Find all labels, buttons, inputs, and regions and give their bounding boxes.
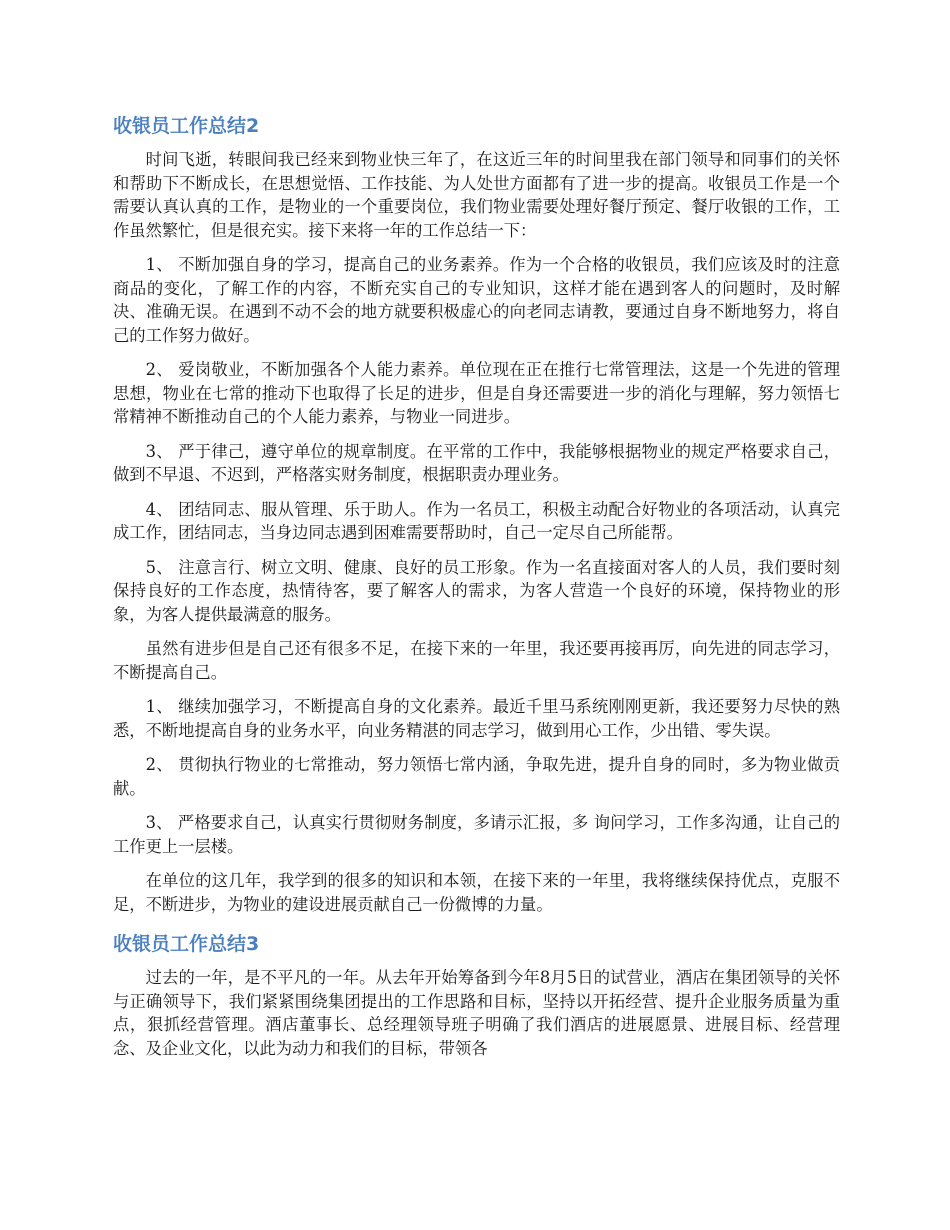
paragraph: 1、 不断加强自身的学习，提高自己的业务素养。作为一个合格的收银员，我们应该及时的注意商品的变化，了解工作的内容，不断充实自己的专业知识，这样才能在遇到客人的问题时，及时解决、准确无误。在遇到不动不会的地方就要积极虚心的向老同志请教，要通过自身不断地努力，将自己的工作努力做好。 — [113, 255, 840, 345]
paragraph: 5、 注意言行、树立文明、健康、良好的员工形象。作为一名直接面对客人的人员，我们要时刻保持良好的工作态度，热情待客，要了解客人的需求，为客人营造一个良好的环境，保持物业的形象，为客人提供最满意的服务。 — [113, 557, 840, 624]
paragraph: 在单位的这几年，我学到的很多的知识和本领，在接下来的一年里，我将继续保持优点，克服不足，不断进步，为物业的建设进展贡献自己一份微博的力量。 — [113, 871, 840, 914]
paragraph: 3、 严于律己，遵守单位的规章制度。在平常的工作中，我能够根据物业的规定严格要求自己，做到不早退、不迟到，严格落实财务制度，根据职责办理业务。 — [113, 441, 840, 484]
paragraph: 3、 严格要求自己，认真实行贯彻财务制度，多请示汇报，多 询问学习，工作多沟通，让自己的工作更上一层楼。 — [113, 813, 840, 856]
paragraph: 1、 继续加强学习，不断提高自身的文化素养。最近千里马系统刚刚更新，我还要努力尽快的熟悉，不断地提高自身的业务水平，向业务精湛的同志学习，做到用心工作，少出错、零失误。 — [113, 697, 840, 740]
paragraph: 2、 爱岗敬业，不断加强各个人能力素养。单位现在正在推行七常管理法，这是一个先进的管理思想，物业在七常的推动下也取得了长足的进步，但是自身还需要进一步的消化与理解，努力领悟七常精神不断推动自己的个人能力素养，与物业一同进步。 — [113, 360, 840, 426]
paragraph: 虽然有进步但是自己还有很多不足，在接下来的一年里，我还要再接再厉，向先进的同志学习，不断提高自己。 — [113, 639, 840, 682]
paragraph: 时间飞逝，转眼间我已经来到物业快三年了，在这近三年的时间里我在部门领导和同事们的关怀和帮助下不断成长，在思想觉悟、工作技能、为人处世方面都有了进一步的提高。收银员工作是一个需要认真认真的工作，是物业的一个重要岗位，我们物业需要处理好餐厅预定、餐厅收银的工作，工作虽然繁忙，但是很充实。接下来将一年的工作总结一下： — [113, 150, 840, 240]
section-heading-2: 收银员工作总结2 — [113, 115, 260, 137]
paragraph: 2、 贯彻执行物业的七常推动，努力领悟七常内涵，争取先进，提升自身的同时，多为物业做贡献。 — [113, 755, 840, 798]
document-page — [113, 112, 840, 1071]
section-heading-3: 收银员工作总结3 — [113, 933, 260, 955]
paragraph: 过去的一年，是不平凡的一年。从去年开始筹备到今年8月5日的试营业，酒店在集团领导的关怀与正确领导下，我们紧紧围绕集团提出的工作思路和目标，坚持以开拓经营、提升企业服务质量为重点，狠抓经营管理。酒店董事长、总经理领导班子明确了我们酒店的进展愿景、进展目标、经营理念、及企业文化，以此为动力和我们的目标，带领各 — [113, 968, 840, 1058]
paragraph: 4、 团结同志、服从管理、乐于助人。作为一名员工，积极主动配合好物业的各项活动，认真完成工作，团结同志，当身边同志遇到困难需要帮助时，自己一定尽自己所能帮。 — [113, 499, 840, 542]
